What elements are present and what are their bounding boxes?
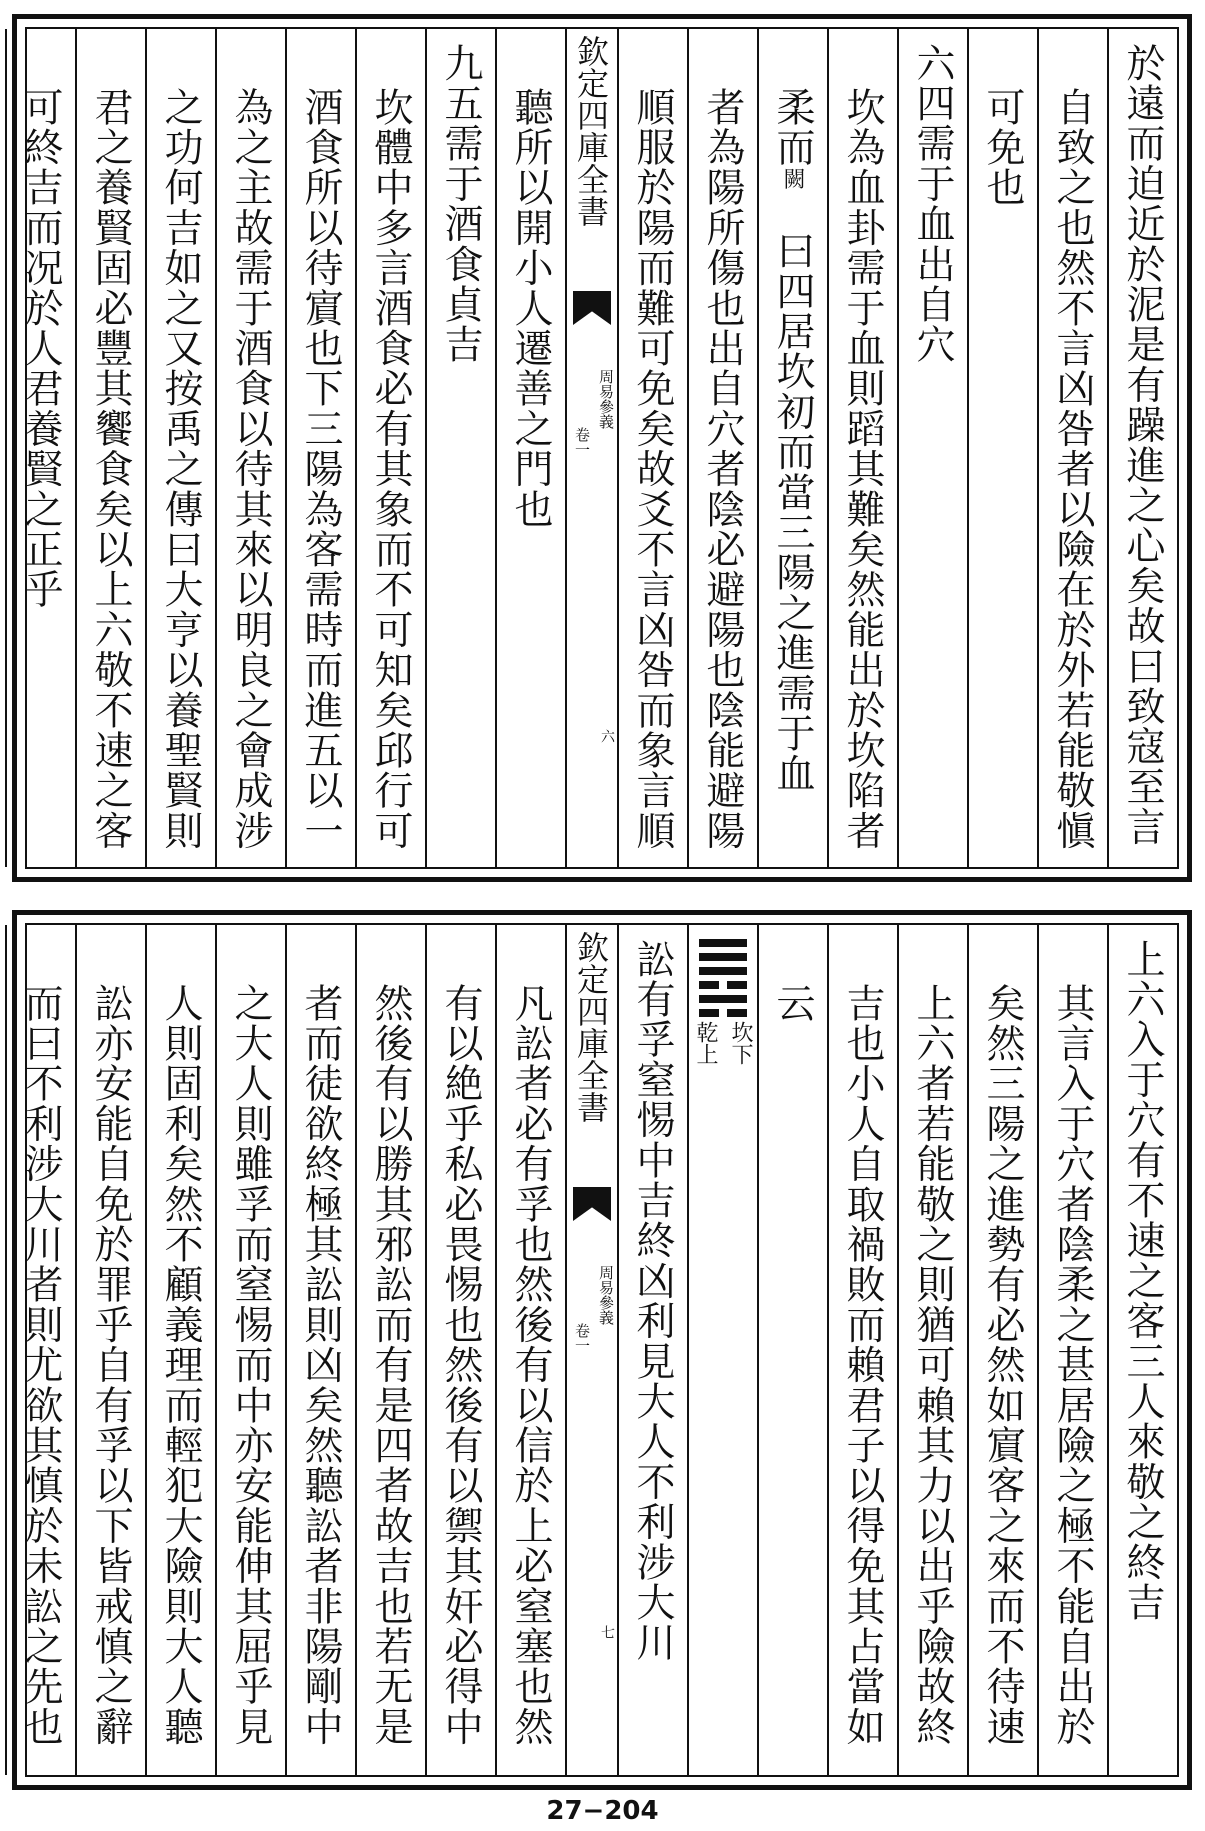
column-text: 酒食所以待賔也下三陽為客需時而進五以一 bbox=[298, 87, 343, 851]
column-text: 聽所以開小人遷善之門也 bbox=[508, 87, 553, 530]
text-column bbox=[355, 29, 425, 867]
column-text: 可免也 bbox=[980, 87, 1025, 208]
broken-line bbox=[699, 1009, 747, 1017]
column-text: 上六者若能敬之則猶可賴其力以出乎險故終 bbox=[910, 983, 955, 1747]
text-column bbox=[1107, 29, 1177, 867]
column-text: 坎體中多言酒食必有其象而不可知矣邱行可 bbox=[368, 87, 413, 851]
fishtail-mark bbox=[573, 1187, 611, 1221]
fishtail-mark bbox=[573, 291, 611, 325]
column-text: 然後有以勝其邪訟而有是四者故吉也若无是 bbox=[368, 983, 413, 1747]
lacuna-note: 闕 bbox=[780, 167, 805, 191]
center-band bbox=[565, 29, 617, 867]
column-text: 者而徒欲終極其訟則凶矣然聽訟者非陽剛中 bbox=[298, 983, 343, 1747]
solid-line bbox=[699, 967, 747, 975]
trigram-labels bbox=[689, 1021, 757, 1065]
top-page-frame bbox=[18, 27, 1179, 869]
column-text: 自致之也然不言凶咎者以險在於外若能敬愼 bbox=[1050, 87, 1095, 851]
text-column bbox=[215, 29, 285, 867]
text-column bbox=[425, 925, 495, 1775]
lacuna-gap bbox=[770, 191, 815, 231]
column-text: 於遠而迫近於泥是有躁進之心矣故曰致寇至言 bbox=[1120, 43, 1165, 847]
column-text: 吉也小人自取禍敗而賴君子以得免其占當如 bbox=[840, 983, 885, 1747]
folio-number: 七 bbox=[599, 1625, 615, 1639]
column-text: 有以絶乎私必畏惕也然後有以禦其奸必得中 bbox=[438, 983, 483, 1747]
text-column bbox=[827, 29, 897, 867]
column-text: 君之養賢固必豐其饗食矣以上六敬不速之客 bbox=[88, 87, 133, 851]
column-text: 之大人則雖孚而窒惕而中亦安能伸其屈乎見 bbox=[228, 983, 273, 1747]
column-text: 坎為血卦需于血則蹈其難矣然能出於坎陷者 bbox=[840, 87, 885, 851]
column-text: 云 bbox=[770, 983, 815, 1024]
text-column bbox=[495, 29, 565, 867]
solid-line bbox=[699, 953, 747, 961]
column-text-main: 柔而 bbox=[770, 87, 815, 168]
upper-trigram-name: 乾 bbox=[693, 1021, 718, 1043]
text-column bbox=[1107, 925, 1177, 1775]
column-text: 六四需于血出自穴 bbox=[910, 43, 955, 365]
text-column bbox=[5, 925, 75, 1775]
text-column bbox=[145, 29, 215, 867]
band-juan: 卷一 bbox=[573, 427, 591, 457]
column-text: 而曰不利涉大川者則尤欲其慎於未訟之先也 bbox=[18, 983, 63, 1747]
folio-number: 六 bbox=[599, 729, 615, 743]
broken-line bbox=[699, 981, 747, 989]
upper-trigram-label bbox=[690, 1021, 721, 1065]
column-text bbox=[759, 87, 827, 794]
lower-trigram-name: 坎 bbox=[728, 1021, 753, 1043]
text-column bbox=[1037, 29, 1107, 867]
text-column bbox=[285, 925, 355, 1775]
text-column bbox=[687, 29, 757, 867]
column-text: 為之主故需于酒食以待其來以明良之會成涉 bbox=[228, 87, 273, 851]
text-column bbox=[897, 925, 967, 1775]
song-hexagram-icon bbox=[699, 939, 747, 1023]
header-title: 欽定四庫全書 bbox=[572, 35, 610, 227]
top-page bbox=[12, 14, 1192, 882]
text-column bbox=[827, 925, 897, 1775]
column-text: 人則固利矣然不顧義理而輕犯大險則大人聽 bbox=[158, 983, 203, 1747]
text-column bbox=[967, 29, 1037, 867]
text-column bbox=[75, 925, 145, 1775]
text-column bbox=[355, 925, 425, 1775]
page-number: 27−204 bbox=[546, 1796, 659, 1826]
band-subtitle: 周易參義 bbox=[597, 369, 615, 429]
text-column bbox=[425, 29, 495, 867]
bottom-columns bbox=[18, 925, 1177, 1775]
text-column bbox=[757, 29, 827, 867]
column-text: 其言入于穴者陰柔之甚居險之極不能自出於 bbox=[1050, 983, 1095, 1747]
band bbox=[567, 925, 617, 1775]
text-column bbox=[75, 29, 145, 867]
column-text: 上六入于穴有不速之客三人來敬之終吉 bbox=[1120, 939, 1165, 1623]
text-column bbox=[285, 29, 355, 867]
column-text: 九五需于酒食貞吉 bbox=[438, 43, 483, 365]
text-column bbox=[495, 925, 565, 1775]
band bbox=[567, 29, 617, 867]
column-text: 訟有孚窒惕中吉終凶利見大人不利涉大川 bbox=[630, 939, 675, 1663]
center-band bbox=[565, 925, 617, 1775]
text-column bbox=[617, 925, 687, 1775]
text-column bbox=[5, 29, 75, 867]
text-column bbox=[617, 29, 687, 867]
top-columns bbox=[18, 29, 1177, 867]
lower-trigram-label bbox=[725, 1021, 756, 1065]
column-text: 矣然三陽之進勢有必然如賔客之來而不待速 bbox=[980, 983, 1025, 1747]
text-column bbox=[1037, 925, 1107, 1775]
band-juan: 卷一 bbox=[573, 1323, 591, 1353]
hexagram-column bbox=[687, 925, 757, 1775]
solid-line bbox=[699, 939, 747, 947]
solid-line bbox=[699, 995, 747, 1003]
band-subtitle: 周易參義 bbox=[597, 1265, 615, 1325]
column-text: 凡訟者必有孚也然後有以信於上必窒塞也然 bbox=[508, 983, 553, 1747]
column-text: 者為陽所傷也出自穴者陰必避陽也陰能避陽 bbox=[700, 87, 745, 851]
bottom-page bbox=[12, 910, 1192, 1790]
text-column bbox=[757, 925, 827, 1775]
bottom-page-frame bbox=[18, 923, 1179, 1777]
column-text-cont: 曰四居坎初而當三陽之進需于血 bbox=[770, 230, 815, 794]
column-text: 之功何吉如之又按禹之傳曰大亨以養聖賢則 bbox=[158, 87, 203, 851]
text-column bbox=[215, 925, 285, 1775]
text-column bbox=[897, 29, 967, 867]
lower-position: 下 bbox=[728, 1043, 753, 1065]
header-title: 欽定四庫全書 bbox=[572, 931, 610, 1123]
column-text: 可終吉而况於人君養賢之正乎 bbox=[18, 87, 63, 610]
upper-position: 上 bbox=[693, 1043, 718, 1065]
text-column bbox=[967, 925, 1037, 1775]
text-column bbox=[145, 925, 215, 1775]
column-text: 順服於陽而難可免矣故爻不言凶咎而象言順 bbox=[630, 87, 675, 851]
column-text: 訟亦安能自免於罪乎自有孚以下皆戒慎之辭 bbox=[88, 983, 133, 1747]
